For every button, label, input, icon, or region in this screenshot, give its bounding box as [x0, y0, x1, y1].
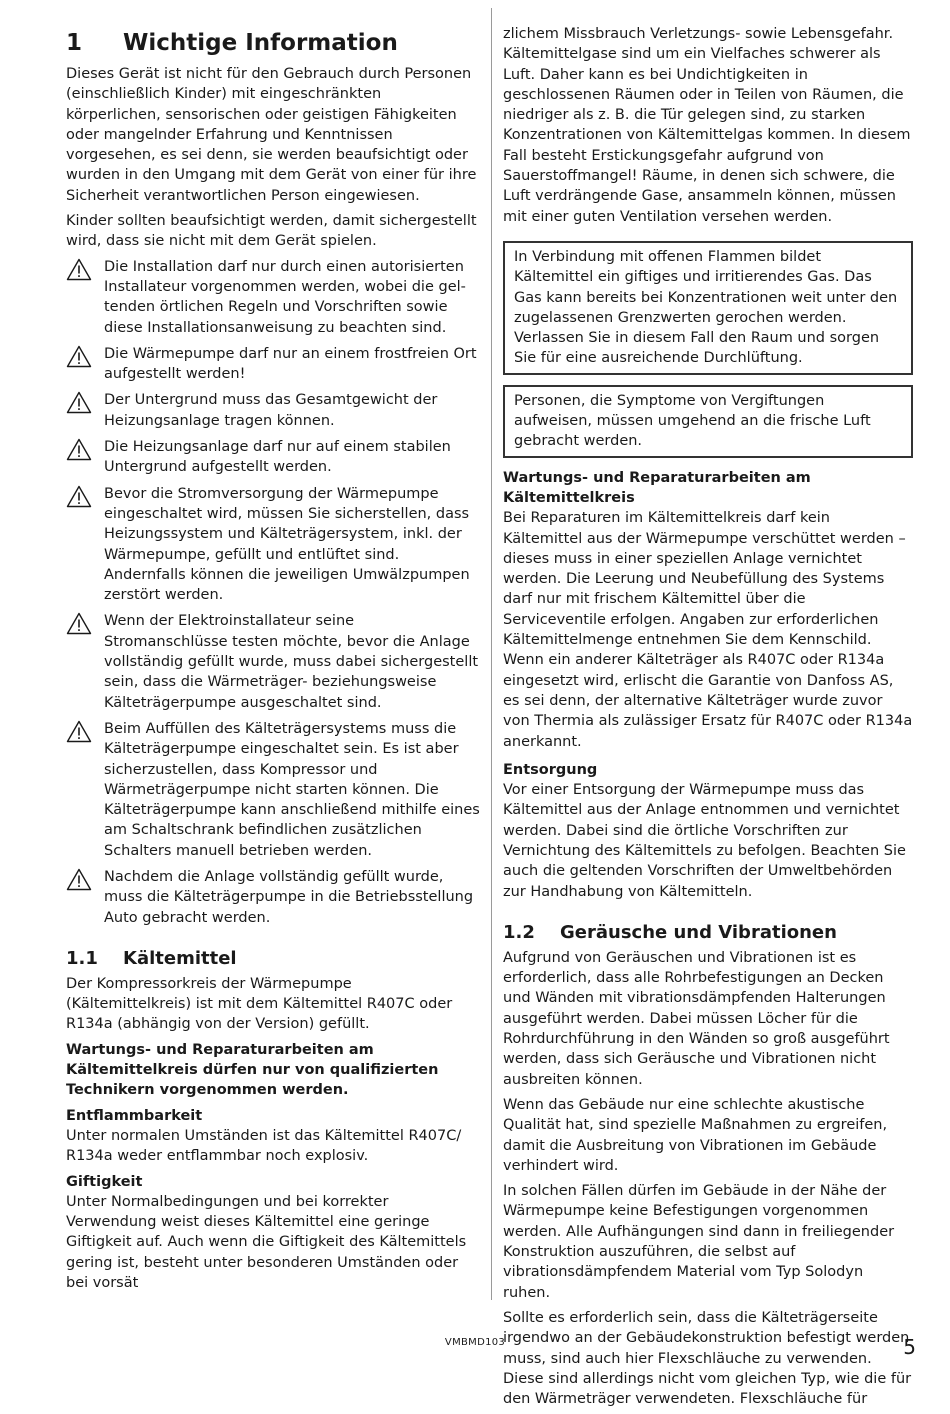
section-1-heading: 1 Wichtige Information [66, 30, 398, 56]
section-1-1-heading: 1.1 Kältemittel [66, 947, 237, 969]
children-paragraph: Kinder sollten beaufsichtigt werden, damit sichergestellt wird, dass sie nicht mit dem Gerät spielen. [66, 213, 477, 250]
document-code: VMBMD103 [444, 1337, 506, 1348]
warning-triangle-icon [66, 611, 104, 712]
warning-triangle-icon [66, 437, 104, 478]
warning-triangle-icon [66, 867, 104, 928]
warning-item: Der Untergrund muss das Gesamtgewicht der Heizungsanlage tragen können. [66, 390, 480, 431]
warning-triangle-icon [66, 390, 104, 431]
intro-paragraph: Dieses Gerät ist nicht für den Gebrauch durch Personen (einschließlich Kinder) mit eingeschränkten körperlichen, sensorischen oder geistigen Fähigkeiten oder mangelnder Erfahrung und Kenntnissen vorgesehen, es sei denn, sie werden beaufsichtigt oder wurden in den Umgang mit dem Gerät von einer für ihre Sicherheit verantwortlichen Person eingewiesen. [66, 66, 477, 204]
toxicity-continuation: zlichem Missbrauch Verletzungs- sowie Lebensgefahr. Kältemittelgase sind um ein Vielfaches schwerer als Luft. Daher kann es bei Undichtigkeiten in geschlossenen Räumen oder in Teilen von Räumen, die niedriger als z. B. die Tür gelegen sind, zu starken Konzentrationen von Kältemittelgas kommen. In diesem Fall besteht Erstickungsgefahr aufgrund von Sauerstoffmangel! Räume, in denen sich schwere, die Luft verdrängende Gase, ansammeln können, müssen mit einer guten Ventilation versehen werden. [503, 26, 911, 225]
warning-triangle-icon [66, 344, 104, 385]
warning-triangle-icon [66, 719, 104, 861]
warning-item: Die Heizungsanlage darf nur auf einem stabilen Untergrund aufgestellt werden. [66, 437, 480, 478]
noise-paragraph: Sollte es erforderlich sein, dass die Kälteträgerseite irgendwo an der Gebäudekonstruktion befestigt werden muss, sind auch hier Flexschläuche zu verwenden. Diese sind allerdings nicht vom gleichen Typ, wie die für den Wärmeträger verwendeten. Flexschläuche für [503, 1309, 912, 1408]
refrigerant-intro: Der Kompressorkreis der Wärmepumpe (Kältemittelkreis) ist mit dem Kältemittel R407C oder R134a (abhängig von der Version) gefüllt. [66, 975, 453, 1033]
toxicity-text: Unter Normalbedingungen und bei korrekter Verwendung weist dieses Kältemittel eine geringe Giftigkeit auf. Auch wenn die Giftigkeit des Kältemittels gering ist, besteht unter besonderen Umständen oder bei vorsät [66, 1193, 467, 1292]
flammability-text: Unter normalen Umständen ist das Kältemittel R407C/ R134a weder entflammbar noch explosiv. [66, 1127, 462, 1165]
disposal-heading: Entsorgung [503, 761, 598, 778]
disposal-text: Vor einer Entsorgung der Wärmepumpe muss das Kältemittel aus der Anlage entnommen und vernichtet werden. Dabei sind die örtliche Vorschriften zur Vernichtung des Kältemittels zu befolgen. Beachten Sie auch die geltenden Vorschriften der Umweltbehörden zur Handhabung von Kältemitteln. [503, 782, 906, 900]
warning-item: Nachdem die Anlage vollständig gefüllt wurde, muss die Kälteträgerpumpe in die Betriebsstellung Auto gebracht werden. [66, 867, 480, 928]
maintenance-text: Bei Reparaturen im Kältemittelkreis darf kein Kältemittel aus der Wärmepumpe verschüttet werden – dieses muss in einer speziellen Anlage vernichtet werden. Die Leerung und Neubefüllung des Systems darf nur mit frischem Kältemittel über die Serviceventile erfolgen. Angaben zur erforderlichen Kältemittelmenge entnehmen Sie dem Kennschild. Wenn ein anderer Kälteträger als R407C oder R134a eingesetzt wird, erlischt die Garantie von Danfoss AS, es sei denn, der alternative Kälteträger wurde zuvor von Thermia als zulässiger Ersatz für R407C oder R134a anerkannt. [503, 510, 913, 750]
warning-item: Bevor die Stromversorgung der Wärmepumpe eingeschaltet wird, müssen Sie sicherstellen, dass Heizungssystem und Kälteträgersystem, inkl. der Wärmepumpe, gefüllt und entlüftet sind. Andernfalls können die jeweiligen Umwälzpumpen zerstört werden. [66, 484, 480, 606]
section-1-2-heading: 1.2 Geräusche und Vibrationen [503, 921, 837, 943]
page-number: 5 [903, 1335, 916, 1359]
section-1-2 [503, 920, 913, 946]
maintenance-heading: Wartungs- und Reparaturarbeiten am Kältemittelkreis [503, 469, 811, 506]
flame-warning-box: In Verbindung mit offenen Flammen bildet Kältemittel ein giftiges und irritierendes Gas. Das Gas kann bereits bei Konzentrationen weit unter den zugelassenen Grenzwerten gerochen werden. Verlassen Sie in diesem Fall den Raum und sorgen Sie für eine ausreichende Durchlüftung. [503, 241, 913, 375]
warning-item: Die Installation darf nur durch einen autorisierten Installateur vorgenommen werden, wobei die geltenden örtlichen Regeln und Vorschriften sowie diese Installationsanweisung zu beachten sind. [66, 257, 480, 338]
right-column [503, 24, 913, 1414]
qualified-technicians-note: Wartungs- und Reparaturarbeiten am Kältemittelkreis dürfen nur von qualifizierten Technikern vorgenommen werden. [66, 1041, 439, 1099]
noise-paragraph: Aufgrund von Geräuschen und Vibrationen ist es erforderlich, dass alle Rohrbefestigungen an Decken und Wänden mit vibrationsdämpfenden Halterungen ausgeführt werden. Dabei müssen Löcher für die Rohrdurchführung in den Wänden so groß ausgeführt werden, dass sich Geräusche und Vibrationen nicht ausbreiten können. [503, 949, 890, 1088]
noise-paragraph: In solchen Fällen dürfen im Gebäude in der Nähe der Wärmepumpe keine Befestigungen vorgenommen werden. Alle Aufhängungen sind dann in freiliegender Konstruktion auszuführen, die selbst auf vibrationsdämpfendem Material vom Typ Solodyn ruhen. [503, 1183, 895, 1301]
warning-triangle-icon [66, 257, 104, 338]
warning-item: Beim Auffüllen des Kälteträgersystems muss die Kälteträgerpumpe eingeschaltet sein. Es ist aber sicherzustellen, dass Kompressor und Wärmeträgerpumpe nicht starten können. Die Kälteträgerpumpe kann anschließend mithilfe eines am Schaltschrank befindlichen zusätzlichen Schalters manuell betrieben werden. [66, 719, 480, 861]
poisoning-warning-box: Personen, die Symptome von Vergiftungen aufweisen, müssen umgehend an die frische Luft gebracht werden. [503, 385, 913, 458]
section-1-1 [66, 946, 480, 972]
flammability-heading: Entflammbarkeit [66, 1107, 203, 1124]
column-divider [491, 8, 492, 1300]
toxicity-heading: Giftigkeit [66, 1173, 143, 1190]
left-column [66, 24, 480, 1298]
warning-item: Wenn der Elektroinstallateur seine Stromanschlüsse testen möchte, bevor die Anlage vollständig gefüllt wurde, muss dabei sichergestellt sein, dass die Wärmeträger- beziehungsweise Kälteträgerpumpe ausgeschaltet sind. [66, 611, 480, 712]
noise-paragraph: Wenn das Gebäude nur eine schlechte akustische Qualität hat, sind spezielle Maßnahmen zu ergreifen, damit die Ausbreitung von Vibrationen im Gebäude verhindert wird. [503, 1096, 888, 1174]
warning-triangle-icon [66, 484, 104, 606]
warning-item: Die Wärmepumpe darf nur an einem frostfreien Ort aufgestellt werden! [66, 344, 480, 385]
